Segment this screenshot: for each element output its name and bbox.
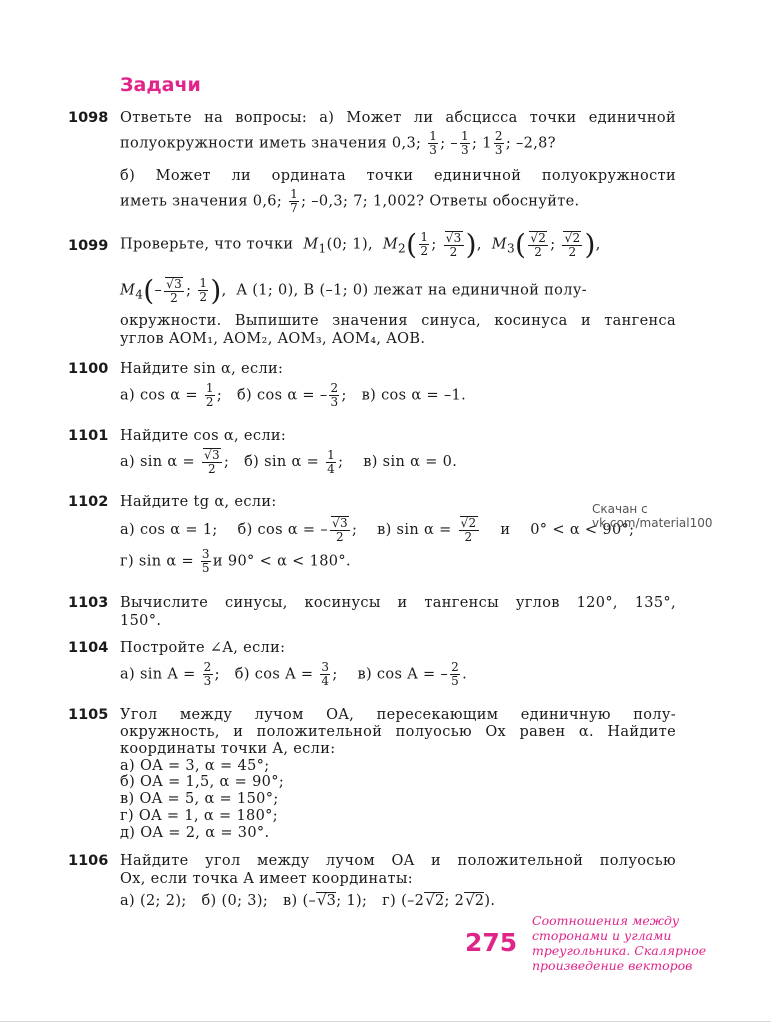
list-item: б) OA = 1,5, α = 90°; xyxy=(120,774,285,790)
fraction: $\frac{1}{7}$ xyxy=(290,187,299,215)
problem-number: 1102 xyxy=(68,494,109,510)
problem-number: 1101 xyxy=(68,428,109,444)
section-title: Задачи xyxy=(120,74,201,96)
problem-number: 1104 xyxy=(68,640,109,656)
fraction: $\frac{1}{3}$ xyxy=(429,129,438,157)
problem-text: Найдите tg α, если: xyxy=(120,494,277,510)
problem-text: Проверьте, что точки $M_1(0$; 1), $M_2$( $\frac{1}{2}$ ; $\frac{√3}{2}$ ), $M_3$( $\frac{√2}{2}$ ; $\frac{√2}{2}$ ), xyxy=(120,228,601,261)
problem-subitems: а) (2; 2); б) (0; 3); в) (–√3; 1); г) (–2√2; 2√2). xyxy=(120,893,496,909)
problem-text: окружности. Выпишите значения синуса, косинуса и тангенса xyxy=(120,313,676,329)
problem-text: б) Может ли ордината точки единичной полуокружности xyxy=(120,168,676,184)
problem-subitems: а) cos α = 1; б) cos α = – $\frac{√3}{2}$ ; в) sin α = $\frac{√2}{2}$ и 0° < α < 90°; xyxy=(120,516,635,544)
problem-text: Найдите угол между лучом OA и положительной полуосью xyxy=(120,853,676,869)
problem-number: 1105 xyxy=(68,707,109,723)
problem-text: Вычислите синусы, косинусы и тангенсы углов 120°, 135°, xyxy=(120,595,676,611)
list-item: д) OA = 2, α = 30°. xyxy=(120,825,270,841)
problem-number: 1103 xyxy=(68,595,109,611)
problem-text: Найдите sin α, если: xyxy=(120,361,284,377)
list-item: г) OA = 1, α = 180°; xyxy=(120,808,279,824)
problem-subitems: а) sin α = $\frac{√3}{2}$ ; б) sin α = $\frac{1}{4}$ ; в) sin α = 0. xyxy=(120,447,458,476)
problem-text: Найдите cos α, если: xyxy=(120,428,287,444)
problem-text: Ответьте на вопросы: а) Может ли абсцисса точки единичной xyxy=(120,110,676,126)
footer-line: произведение векторов xyxy=(532,958,693,973)
list-item: в) OA = 5, α = 150°; xyxy=(120,791,279,807)
footer-line: треугольника. Скалярное xyxy=(532,943,707,958)
problem-text: окружность, и положительной полуосью Ox равен α. Найдите xyxy=(120,724,676,740)
footer-line: Соотношения между xyxy=(532,913,680,928)
problem-text: координаты точки A, если: xyxy=(120,741,336,757)
watermark: Скачан с vk.com/material100 xyxy=(592,502,713,530)
problem-subitems: г) sin α = $\frac{3}{5}$ и 90° < α < 180°. xyxy=(120,547,351,575)
problem-number: 1106 xyxy=(68,853,109,869)
problem-subitems: а) sin A = $\frac{2}{3}$ ; б) cos A = $\frac{3}{4}$ ; в) cos A = – $\frac{2}{5}$ . xyxy=(120,660,468,688)
fraction: $\frac{2}{3}$ xyxy=(494,129,503,157)
list-item: а) OA = 3, α = 45°; xyxy=(120,758,270,774)
problem-text: иметь значения 0,6; $\frac{1}{7}$ ; –0,3; 7; 1,002? Ответы обоснуйте. xyxy=(120,187,580,215)
problem-subitems: а) cos α = $\frac{1}{2}$ ; б) cos α = – $\frac{2}{3}$ ; в) cos α = –1. xyxy=(120,381,467,409)
fraction: $\frac{1}{3}$ xyxy=(461,129,470,157)
running-footer xyxy=(532,913,712,973)
problem-number: 1098 xyxy=(68,110,109,126)
problem-text: 150°. xyxy=(120,613,162,629)
footer-line: сторонами и углами xyxy=(532,928,672,943)
page-edge-divider xyxy=(0,1021,771,1022)
problem-number: 1100 xyxy=(68,361,109,377)
problem-number: 1099 xyxy=(68,238,109,254)
problem-text: $M_4(-$ $\frac{√3}{2}$ ; $\frac{1}{2}$ ), A (1; 0), B (–1; 0) лежат на единичной полу- xyxy=(120,274,587,307)
problem-text: Ox, если точка A имеет координаты: xyxy=(120,871,413,887)
problem-text: Угол между лучом OA, пересекающим единичную полу- xyxy=(120,707,676,723)
problem-text: Постройте ∠A, если: xyxy=(120,640,286,656)
problem-text: полуокружности иметь значения 0,3; $\frac{1}{3}$ ; – $\frac{1}{3}$ ; 1 $\frac{2}{3}$ ; –2,8? xyxy=(120,129,556,157)
problem-text: углов AOM₁, AOM₂, AOM₃, AOM₄, AOB. xyxy=(120,331,426,347)
page-number: 275 xyxy=(465,928,518,957)
